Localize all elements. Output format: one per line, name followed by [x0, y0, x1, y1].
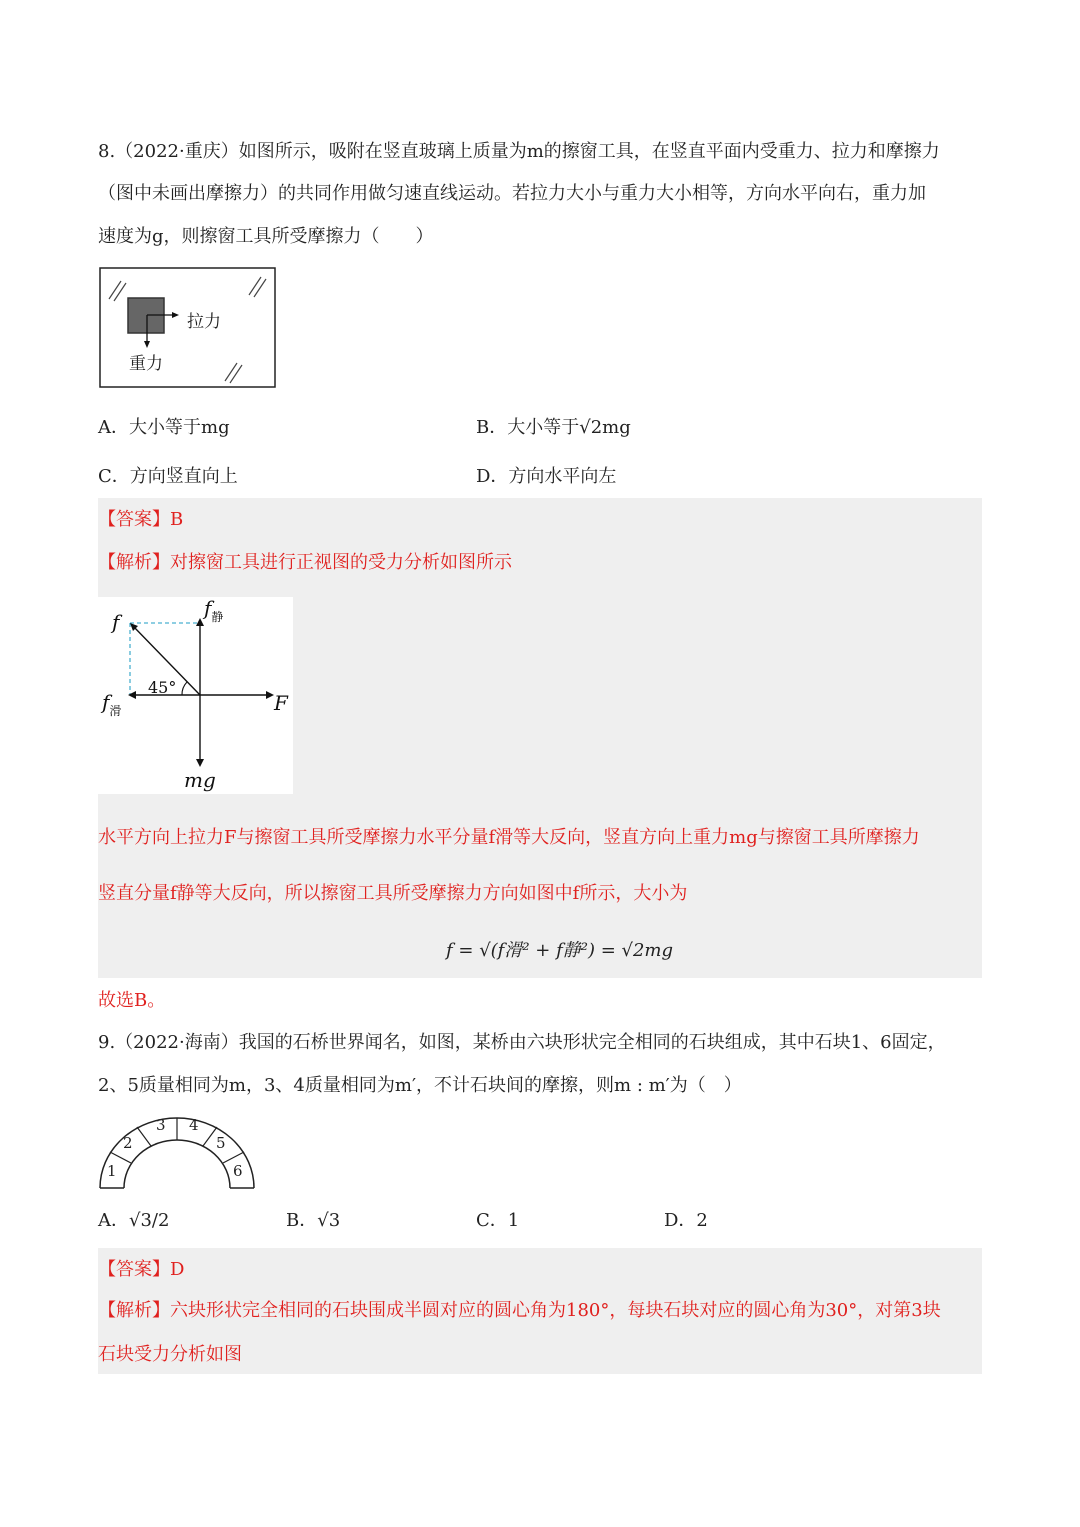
static-friction-label: $f_静$ [204, 597, 224, 624]
sliding-friction-label: $f_滑$ [102, 690, 122, 718]
pull-force-F-label: F [274, 691, 288, 715]
q9-option-b: B．√3 [286, 1210, 341, 1231]
q8-explanation-line-1: 水平方向上拉力F与擦窗工具所受摩擦力水平分量f滑等大反向，竖直方向上重力mg与擦窗工具所摩擦力 [98, 827, 920, 848]
q8-option-b: B．大小等于√2mg [476, 417, 631, 438]
q9-text-line-2: 2、5质量相同为m，3、4质量相同为m′，不计石块间的摩擦，则m : m′为（ ） [98, 1075, 742, 1096]
q9-analysis-line-2: 石块受力分析如图 [98, 1344, 242, 1365]
q8-analysis-head: 【解析】对擦窗工具进行正视图的受力分析如图所示 [98, 552, 512, 573]
resultant-friction-label: f [112, 610, 120, 634]
angle-label: 45° [148, 678, 177, 697]
q8-text-line-3: 速度为g，则擦窗工具所受摩擦力（ ） [98, 226, 434, 247]
q9-option-c: C．1 [476, 1210, 520, 1231]
force-diagram [98, 597, 293, 794]
stone-3-label: 3 [156, 1116, 166, 1134]
stone-4-label: 4 [189, 1116, 199, 1134]
stone-1-label: 1 [107, 1162, 117, 1180]
q9-option-a: A．√3/2 [98, 1210, 170, 1231]
q8-option-c: C．方向竖直向上 [98, 466, 238, 487]
stone-5-label: 5 [216, 1134, 226, 1152]
q8-answer: 【答案】B [98, 509, 184, 530]
gravity-label: 重力 [129, 354, 163, 374]
arch-bridge-figure [98, 1108, 258, 1190]
stone-6-label: 6 [233, 1162, 243, 1180]
q8-text-line-1: 8.（2022·重庆）如图所示，吸附在竖直玻璃上质量为m的擦窗工具，在竖直平面内受重力、拉力和摩擦力 [98, 141, 940, 162]
q9-answer: 【答案】D [98, 1259, 185, 1280]
q9-option-d: D．2 [664, 1210, 708, 1231]
window-figure [99, 267, 277, 389]
stone-2-label: 2 [123, 1134, 133, 1152]
gravity-mg-label: mg [184, 768, 216, 792]
q8-option-a: A．大小等于mg [98, 417, 230, 438]
pull-force-label: 拉力 [187, 312, 221, 332]
q8-formula: f = √(f滑² + f静²) = √2mg [446, 940, 674, 961]
q8-explanation-line-2: 竖直分量f静等大反向，所以擦窗工具所受摩擦力方向如图中f所示，大小为 [98, 883, 688, 904]
q9-text-line-1: 9.（2022·海南）我国的石桥世界闻名，如图，某桥由六块形状完全相同的石块组成，其中石块1、6固定， [98, 1032, 946, 1053]
q8-option-d: D．方向水平向左 [476, 466, 617, 487]
q8-text-line-2: （图中未画出摩擦力）的共同作用做匀速直线运动。若拉力大小与重力大小相等，方向水平向右，重力加 [98, 183, 926, 204]
q9-analysis-line-1: 【解析】六块形状完全相同的石块围成半圆对应的圆心角为180°，每块石块对应的圆心角为30°，对第3块 [98, 1300, 941, 1321]
q8-conclusion: 故选B。 [98, 990, 166, 1011]
